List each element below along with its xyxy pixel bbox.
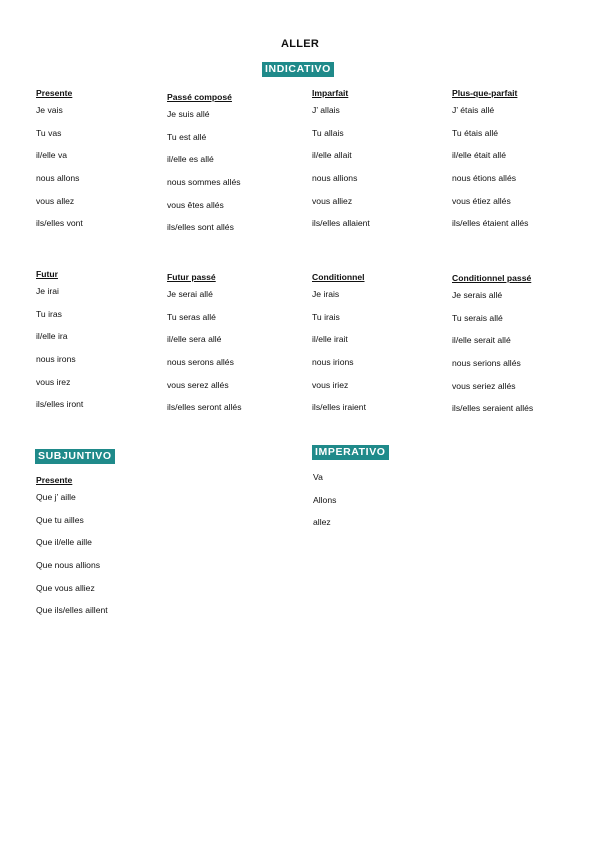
tense-heading: Plus-que-parfait — [452, 88, 518, 98]
verb-form: il/elle va — [36, 150, 68, 161]
verb-form: Tu irais — [312, 311, 340, 322]
tense-heading: Presente — [36, 475, 73, 485]
verb-form: nous sommes allés — [167, 177, 241, 188]
verb-form: Que vous alliez — [36, 582, 95, 593]
tense-block-imparfait — [312, 88, 370, 241]
verb-form: vous irez — [36, 376, 71, 387]
verb-form: Tu vas — [36, 127, 62, 138]
verb-form: ils/elles iraient — [312, 402, 366, 413]
verb-form: Va — [313, 472, 323, 482]
tense-block-passe-compose — [167, 92, 241, 245]
verb-form: J’ étais allé — [452, 105, 495, 115]
section-badge-indicativo: INDICATIVO — [262, 62, 334, 77]
tense-block-subjuntivo-presente — [36, 475, 108, 628]
verb-form: Je irais — [312, 289, 340, 299]
verb-form: vous serez allés — [167, 379, 229, 390]
verb-form: nous allions — [312, 173, 358, 184]
verb-form: ils/elles allaient — [312, 218, 370, 229]
verb-form: ils/elles étaient allés — [452, 218, 529, 229]
verb-form: ils/elles seraient allés — [452, 403, 534, 414]
verb-form: nous serions allés — [452, 358, 521, 369]
section-badge-imperativo: IMPERATIVO — [312, 445, 389, 460]
tense-block-conditionnel — [312, 272, 366, 425]
page-title: ALLER — [281, 38, 320, 50]
tense-block-imperativo — [313, 472, 336, 540]
tense-block-presente — [36, 88, 83, 241]
tense-heading: Conditionnel passé — [452, 273, 532, 283]
verb-form: Tu iras — [36, 308, 62, 319]
tense-heading: Passé composé — [167, 92, 232, 102]
tense-heading: Conditionnel — [312, 272, 365, 282]
verb-form: Tu seras allé — [167, 311, 216, 322]
verb-form: J’ allais — [312, 105, 340, 115]
verb-form: ils/elles vont — [36, 218, 83, 229]
verb-form: Que ils/elles aillent — [36, 605, 108, 616]
verb-form: vous allez — [36, 195, 75, 206]
verb-form: Je suis allé — [167, 109, 210, 119]
verb-form: Que nous allions — [36, 560, 101, 571]
verb-form: vous êtes allés — [167, 199, 224, 210]
verb-form: Que j’ aille — [36, 492, 76, 502]
tense-heading: Imparfait — [312, 88, 349, 98]
verb-form: il/elle es allé — [167, 154, 214, 165]
verb-form: nous serons allés — [167, 357, 234, 368]
verb-form: Tu serais allé — [452, 312, 503, 323]
verb-form: vous étiez allés — [452, 195, 511, 206]
verb-form: vous seriez allés — [452, 380, 516, 391]
tense-heading: Presente — [36, 88, 73, 98]
verb-form: nous allons — [36, 173, 80, 184]
verb-form: Je vais — [36, 105, 63, 115]
verb-form: Je serais allé — [452, 290, 503, 300]
tense-heading: Futur — [36, 269, 58, 279]
verb-form: Tu allais — [312, 127, 344, 138]
verb-form: nous irons — [36, 354, 76, 365]
tense-block-conditionnel-passe — [452, 273, 533, 426]
verb-form: ils/elles seront allés — [167, 402, 242, 413]
verb-form: nous étions allés — [452, 173, 517, 184]
verb-form: ils/elles sont allés — [167, 222, 234, 233]
verb-form: il/elle était allé — [452, 150, 506, 161]
verb-form: Je serai allé — [167, 289, 213, 299]
verb-form: vous iriez — [312, 379, 349, 390]
verb-form: Je irai — [36, 286, 59, 296]
verb-form: Tu est allé — [167, 131, 207, 142]
tense-block-futur — [36, 269, 83, 422]
verb-form: Que il/elle aille — [36, 537, 92, 548]
verb-form: il/elle irait — [312, 334, 348, 345]
verb-form: Allons — [313, 494, 337, 505]
section-badge-subjuntivo: SUBJUNTIVO — [35, 449, 115, 464]
verb-form: allez — [313, 517, 331, 528]
tense-heading: Futur passé — [167, 272, 216, 282]
tense-block-futur-passe — [167, 272, 242, 425]
verb-form: il/elle allait — [312, 150, 352, 161]
tense-block-plus-que-parfait — [452, 88, 528, 241]
verb-form: vous alliez — [312, 195, 353, 206]
verb-form: il/elle serait allé — [452, 335, 511, 346]
verb-form: nous irions — [312, 357, 354, 368]
verb-form: Tu étais allé — [452, 127, 499, 138]
verb-form: Que tu ailles — [36, 514, 84, 525]
verb-form: il/elle sera allé — [167, 334, 222, 345]
verb-form: il/elle ira — [36, 331, 68, 342]
verb-form: ils/elles iront — [36, 399, 84, 410]
